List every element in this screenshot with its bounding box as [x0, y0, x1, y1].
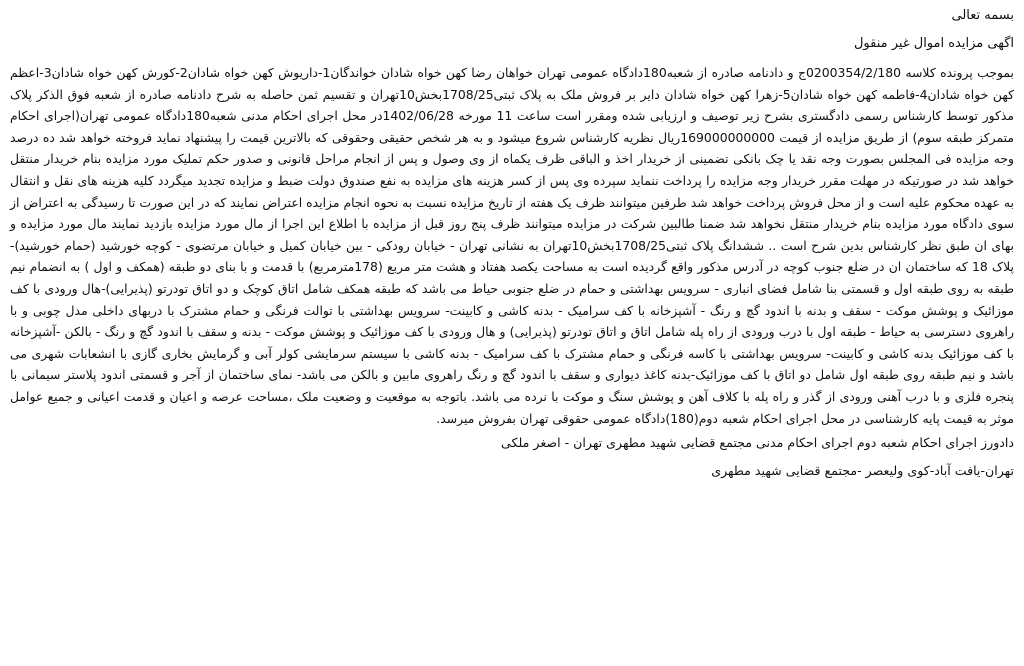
- bismillah-heading: بسمه تعالی: [951, 8, 1014, 23]
- notice-title: اگهی مزایده اموال غیر منقول: [853, 36, 1014, 51]
- notice-body-text: بموجب پرونده کلاسه 0200354/2/180ج و دادنامه صادره از شعبه180دادگاه عمومی تهران خواهان رضا کهن خواه شادان خواندگان1-داریوش کهن خواه شادان2-کورش کهن خواه شادان3-اعظم کهن خواه شادان4-فاطمه کهن خواه شادان5-زهرا کهن خواه شادان دایر بر فروش ملک به پلاک ثبتی1708/25بخش10تهران و تقسیم ثمن حاصله به شرح دادنامه صادره از شعبه فوق الذکر پلاک مذکور توسط کارشناس رسمی دادگستری بشرح زیر توصیف و ارزیابی شده ومقرر است ساعت 11 مورخه 1402/06/28در محل اجرای احکام مدنی شعبه180دادگاه عمومی تهران(اجرای احکام متمرکز طبقه سوم) از طریق مزایده از قیمت 169000000000ریال نظریه کارشناس شروع میشود و به هر شخص حقیقی وحقوقی که بالاترین قیمت را پیشنهاد نماید فروخته خواهد شد ده درصد وجه مزایده فی المجلس بصورت وجه نقد یا چک بانکی تضمینی از خریدار اخذ و الباقی ظرف یکماه از وی وصول و پس از انجام مراحل قانونی و صدور حکم تملیک مورد مزایده بنام خریدار منتقل خواهد شد در صورتیکه در مهلت مقرر خریدار وجه مزایده را پرداخت ننماید سپرده وی پس از کسر هزینه های مزایده به نفع صندوق دولت ضبط و مزایده تجدید میگردد کلیه هزینه های نقل و انتقال به عهده محکوم علیه است و از محل فروش پرداخت خواهد شد طرفین میتوانند ظرف یک هفته از تاریخ مزایده نسبت به نحوه انجام مزایده اعتراض نمایند که در این صورت تا رسیدگی به اعتراض از سوی دادگاه مورد مزایده بنام خریدار منتقل نخواهد شد ضمنا طالبین شرکت در مزایده میتوانند ظرف پنج روز قبل از مزایده با اطلاع این اجرا از مال مورد مزایده بازدید نمایند مال مورد مزایده و بهای ان طبق نظر کارشناس بدین شرح است .. ششدانگ پلاک ثبتی1708/25بخش10تهران به نشانی تهران - خیابان رودکی - بین خیابان کمیل و خیابان مرتضوی - کوچه خورشید (حمام خورشید)- پلاک 18 که ساختمان ان در ضلع جنوب کوچه در آدرس مذکور واقع گردیده است به مساحت یکصد هفتاد و هشت متر مربع (178مترمربع) با قدمت و با بنای دو طبقه (همکف و اول ) به انضمام نیم طبقه به روی طبقه اول و قسمتی بنا شامل فضای انباری - سرویس بهداشتی و حمام در ضلع جنوبی حیاط می باشد که طبقه همکف شامل اتاق کوچک و دو اتاق تودرتو (پذیرایی)-هال ورودی با کف موزائیک و پوشش موکت - سقف و بدنه با اندود گچ و رنگ - آشپزخانه با کف سرامیک - بدنه کاشی و کابینت- سرویس بهداشتی با توالت فرنگی و حمام مشترک با دربهای داخلی مدل چوبی و با راهروی دسترسی به حیاط - طبقه اول با درب ورودی از راه پله شامل اتاق و اتاق تودرتو (پذیرایی) و هال ورودی با کف موزائیک و پوشش موکت - بدنه و سقف با اندود گچ و رنگ - بالکن -آشپزخانه با کف موزائیک بدنه کاشی و کابینت- سرویس بهداشتی با کاسه فرنگی و حمام مشترک با کف سرامیک - بدنه کاشی با سیستم سرمایشی کولر آبی و گرمایش بخاری گازی با انشعابات شهری می باشد و نیم طبقه روی طبقه اول شامل دو اتاق با کف موزائیک-بدنه کاغذ دیواری و سقف با اندود گچ و رنگ راهروی مابین و بالکن می باشد- نمای ساختمان از آجر و قسمتی اندود پلاستر سیمانی با پنجره فلزی و با درب آهنی ورودی از گذر و راه پله با کلاف آهن و پوشش سنگ و موکت با نرده می باشد. باتوجه به موقعیت و وضعیت ملک ،مساحت عرصه و اعیان و قدمت اعیانی و جمیع عوامل موثر به قیمت پایه کارشناسی در محل اجرای احکام شعبه دوم(180)دادگاه عمومی حقوقی تهران بفروش میرسد.: [10, 65, 1015, 426]
- address-line: تهران-یافت آباد-کوی ولیعصر -مجتمع قضایی شهید مطهری: [711, 463, 1014, 479]
- signature-line: دادورز اجرای احکام شعبه دوم اجرای احکام مدنی مجتمع قضایی شهید مطهری تهران - اصغر ملکی: [501, 435, 1014, 451]
